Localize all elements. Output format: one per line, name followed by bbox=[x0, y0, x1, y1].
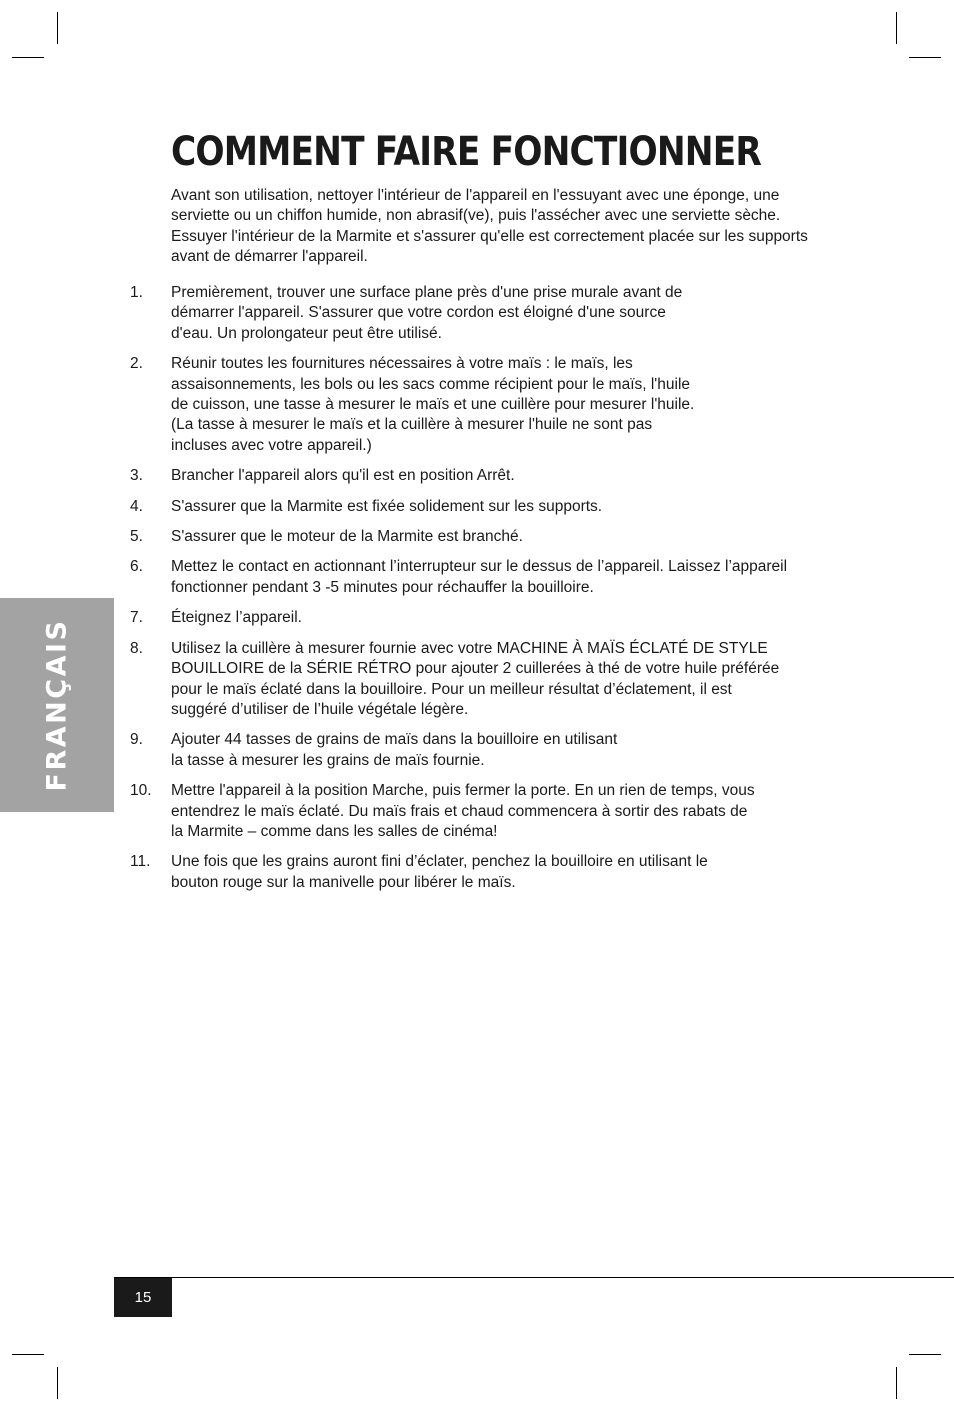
step-text: Mettez le contact en actionnant l’interrupteur sur le dessus de l’appareil. Laissez l’appareil fonctionner pendant 3 -5 minutes pour réchauffer la bouilloire. bbox=[171, 558, 788, 596]
step-number: 2. bbox=[130, 355, 143, 373]
step-number: 10. bbox=[130, 782, 152, 800]
step-item bbox=[130, 283, 820, 344]
instruction-steps bbox=[130, 283, 820, 893]
step-number: 1. bbox=[130, 284, 143, 301]
step-item bbox=[130, 497, 820, 517]
intro-paragraph: Avant son utilisation, nettoyer l'intérieur de l'appareil en l'essuyant avec une éponge, une serviette ou un chiffon humide, non abrasif(ve), puis l'assécher avec une serviette sèche. Essuyer l'intérieur de la Marmite et s'assurer qu'elle est correctement placée sur les supports avant de démarrer l'appareil. bbox=[171, 187, 808, 266]
step-number: 7. bbox=[130, 609, 143, 627]
crop-mark bbox=[57, 1367, 58, 1399]
step-item bbox=[130, 781, 820, 842]
crop-mark bbox=[909, 1354, 941, 1355]
step-item bbox=[130, 852, 820, 893]
step-number: 6. bbox=[130, 558, 143, 576]
step-number: 11. bbox=[130, 853, 151, 871]
page-title: COMMENT FAIRE FONCTIONNER bbox=[171, 129, 761, 175]
step-text: Ajouter 44 tasses de grains de maïs dans la bouilloire en utilisant la tasse à mesurer les grains de maïs fournie. bbox=[171, 731, 618, 769]
step-item bbox=[130, 557, 820, 598]
step-item bbox=[130, 639, 820, 721]
step-text: Brancher l'appareil alors qu'il est en position Arrêt. bbox=[171, 467, 515, 485]
language-tab bbox=[0, 598, 114, 812]
step-number: 3. bbox=[130, 467, 143, 485]
footer-rule bbox=[114, 1277, 954, 1278]
step-text: S'assurer que le moteur de la Marmite est branché. bbox=[171, 528, 523, 546]
step-text: Utilisez la cuillère à mesurer fournie avec votre MACHINE À MAÏS ÉCLATÉ DE STYLE BOUILLOIRE de la SÉRIE RÉTRO pour ajouter 2 cuillerées à thé de votre huile préférée pour le maïs éclaté dans la bouilloire. Pour un meilleur résultat d’éclatement, il est suggéré d’utiliser de l’huile végétale légère. bbox=[171, 639, 780, 718]
crop-mark bbox=[12, 1354, 44, 1355]
step-text: Éteignez l’appareil. bbox=[171, 609, 302, 627]
step-number: 9. bbox=[130, 731, 143, 749]
step-item bbox=[130, 466, 820, 486]
step-text: S'assurer que la Marmite est fixée solidement sur les supports. bbox=[171, 497, 603, 515]
page-number: 15 bbox=[114, 1278, 172, 1317]
step-number: 8. bbox=[130, 639, 143, 657]
step-item bbox=[130, 730, 820, 771]
step-text: Réunir toutes les fournitures nécessaires à votre maïs : le maïs, les assaisonnements, les bols ou les sacs comme récipient pour le maïs, l'huile de cuisson, une tasse à mesurer le maïs et une cuillère pour mesurer l'huile. (La tasse à mesurer le maïs et la cuillère à mesurer l'huile ne sont pas incluses avec votre appareil.) bbox=[171, 355, 695, 454]
step-text: Mettre l'appareil à la position Marche, puis fermer la porte. En un rien de temps, vous entendrez le maïs éclaté. Du maïs frais et chaud commencera à sortir des rabats de la Marmite – comme dans les salles de cinéma! bbox=[171, 782, 755, 840]
step-item bbox=[130, 354, 820, 456]
language-tab-label: FRANÇAIS bbox=[41, 618, 73, 792]
step-text: Une fois que les grains auront fini d’éclater, penchez la bouilloire en utilisant le bouton rouge sur la manivelle pour libérer le maïs. bbox=[171, 853, 708, 891]
step-item bbox=[130, 527, 820, 547]
crop-mark bbox=[896, 1367, 897, 1399]
step-item bbox=[130, 608, 820, 628]
crop-mark bbox=[896, 12, 897, 44]
crop-mark bbox=[57, 12, 58, 44]
step-number: 5. bbox=[130, 528, 143, 546]
crop-mark bbox=[909, 57, 941, 58]
step-number: 4. bbox=[130, 497, 143, 515]
step-text: Premièrement, trouver une surface plane près d'une prise murale avant de démarrer l'appareil. S'assurer que votre cordon est éloigné d'une source d'eau. Un prolongateur peut être utilisé. bbox=[171, 284, 683, 342]
crop-mark bbox=[12, 57, 44, 58]
